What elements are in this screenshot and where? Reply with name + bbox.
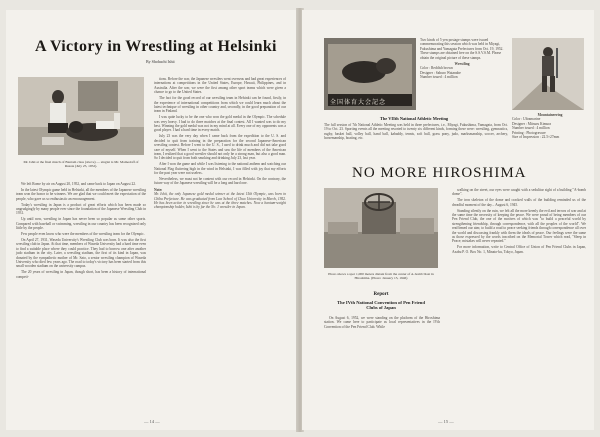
mountaineering-number: Number issued : 4 million bbox=[512, 126, 550, 131]
article-paragraph: In the latest Olympic game held in Helsinki, all the members of the Japanese wrestling team won the honor to be winners. We are glad that we could meet the expectation of the people, who gave us so enthusiastic an encouragement. bbox=[16, 187, 146, 201]
left-page bbox=[6, 10, 296, 430]
article-column-1 bbox=[16, 182, 146, 281]
article-paragraph: On April 27, 1931, Waseda University's Wrestling Club was born. It was also the first wrestling club in Japan. At that time, members of Waseda University had a hard time even to find a suitable place where they could practice. They had to borrow one after another judo stadium in the city. Later, a wrestling stadium, the first of its kind in Japan, was donated by the sympathetic mother of Mr. Sato, a senior wrestling champion of Waseda University who died few years ago. The road to today's victory has been started from this small wooden stadium on the university campus. bbox=[16, 237, 146, 269]
stamps-photo bbox=[324, 38, 416, 110]
page-number-right: — 15 — bbox=[438, 419, 454, 424]
article-paragraph: We left Rome by air on August 20, 1952, and came back to Japan on August 22. bbox=[21, 182, 136, 186]
note-label: Note: bbox=[154, 187, 163, 192]
mountaineer-photo bbox=[512, 38, 584, 110]
article-paragraph: The 20 years of wrestling in Japan, though short, has been a history of international competi- bbox=[16, 270, 146, 279]
right-page bbox=[302, 10, 594, 430]
article-paragraph: I was quite lucky to be the one who won the gold medal in the Olympic. The schedule was very heavy. I had to do three matches at the final contest. All I wanted was to do my best. Winning the gold medal was not in my mind at all. Every one of my opponents was a good player. I had a hard time in every match. bbox=[154, 115, 286, 133]
wrestling-photo bbox=[18, 77, 144, 155]
report-paragraph: Standing silently on the ruin, we felt all the more keenly the evil and terrors of war and at the same time the necessity of keeping the peace. We were proud of being members of our Pen Friend Club, the one of the motives of which was "to build a peaceful world by strengthening friendship, through correspondence, with all the peoples of the world". We reaffirmed our aim; to build a road to peace seeking friends through correspondence all over the world and discussing frankly with them the ideals of peace. Our feelings were the same as those expressed by the words inscribed on the Memorial Tower which read, "Sleep in Peace; mistakes will never repeated." bbox=[452, 208, 586, 244]
report-paragraph: The iron skeleton of the dome and cracked walls of the building reminded us of the dreadful moment of the day... August 6, 1945. bbox=[452, 198, 586, 207]
article-paragraph: Up until now, wrestling in Japan has never been so popular as some other sports. Compared with baseball or swimming, wrestling in our country has been recognized only little by the people. bbox=[16, 217, 146, 231]
mountaineering-info bbox=[512, 113, 588, 139]
mountaineering-label: Mountaineering bbox=[537, 113, 563, 117]
report-paragraph: On August 6, 1952, we were standing on the platform of the Hiroshima station. We came here to participate as local representatives in the IVth Convention of the Pen Friend Club. While bbox=[324, 316, 440, 329]
page-number-left: — 14 — bbox=[144, 419, 160, 424]
wrestling-photo-image bbox=[18, 77, 144, 155]
hiroshima-photo-caption: Photo shows a spot 1,000 meters distant from the center of A-bomb blast in Hiroshima. (Photo: January 15, 1946) bbox=[328, 272, 434, 281]
wrestling-label: Wrestling bbox=[454, 62, 470, 67]
article-column-2 bbox=[154, 77, 286, 210]
article-paragraph: The fact for the good record of our wrestling team in Helsinki can be found, firstly, in the experience of international competitions from which we could learn much about the latest technique of wrestling in other country and, secondly, in the good preparation of our team in Finland. bbox=[154, 96, 286, 114]
report-column-right bbox=[452, 188, 586, 256]
mountaineering-printing: Printing : Photogravure bbox=[512, 130, 546, 135]
wrestling-designer: Designer : Saburo Watanabe bbox=[420, 70, 461, 75]
meeting-text: The full session of 7th National Athletic Meeting was held in three prefectures, i.e., Miyagi, Fukushima, Yamagata, from Oct. 19 to Oct. 23. Sporting events all the meeting resorted to twenty six different kinds, forming these were: wrestling, gymnastics, rugby, basket ball, volley ball, hand ball, kabaddy, tennis, soft ball, grass pony, judo, marksmanship, soccer, archery, horsemanship, boating, etc. bbox=[324, 123, 508, 141]
report-title: The IVth National Convention of Pen Friend Clubs of Japan bbox=[337, 300, 425, 311]
mountaineering-size: Size of Impression : 22.5×27mm bbox=[512, 135, 560, 140]
wrestling-photo-caption: Mr. Ishii at the final match of Bantam class (above) — singlet is Mr. Mamedoff of Russia (July 25, 1952). bbox=[23, 160, 139, 169]
hiroshima-photo bbox=[324, 188, 438, 268]
mountaineering-designer: Designer : Mitsuru Kimura bbox=[512, 121, 552, 126]
article-title: A Victory in Wrestling at Helsinki bbox=[35, 38, 277, 55]
report-paragraph: walking on the street, our eyes were caught with a sedulitar sight of a building "A-bomb dome". bbox=[452, 188, 586, 197]
article-paragraph: After I won the game and while I was listening to the national anthem and watching our National Flag fluttering high in the wind in Helsinki, I was filled with joy that my efforts for the past year were not useless. bbox=[154, 162, 286, 176]
article-paragraph: Few people even know who were the members of the wrestling team for the Olympic. bbox=[21, 232, 145, 237]
article-paragraph: July 23 was the very day when I came back from the expedition to the U. S. and decided to quit from training in the preparation for the second Japanese-American wrestling contest. Before I went to the U. S., I used to drink much and did not take good care of myself. When I went to the States and saw the life of members of the American team, I realized that a good wrestler should not only be a strong man, but also a good man. So I decided to quit from both smoking and drinking July 23, last year. bbox=[154, 134, 286, 161]
wrestling-number: Number issued : 4 million bbox=[420, 75, 458, 80]
article-paragraph: Nevertheless, we must not be content with our record in Helsinki. On the contrary, the future way of the Japanese wrestling will be a long and hard one. bbox=[154, 177, 286, 186]
wrestling-color: Color : Reddish brown bbox=[420, 66, 453, 71]
stamp-info-text: Two kinds of 5 yen postage stamps were issued commemorating this session which was held in Miyagi, Fukushima and Yamagata Prefectures from Oct. 19, 1952. These stamps are obtained free on the S.S.V.S.M. Please obtain the original picture of these stamps. bbox=[420, 38, 504, 60]
stamp-info bbox=[420, 38, 504, 80]
article-paragraph: tions. Before the war, the Japanese wrestlers went overseas and had great experiences of internations at competitions in the United States, Europe, Hawaii, Philippines, and in Australia. After the war, we were the first among other sport teams which were given a chance to go to the United States. bbox=[154, 77, 286, 95]
report-paragraph: For more information, write to Central Office of Union of Pen Friend Clubs in Japan, Azabu P. O. Box No. 1, Minato-ku, Tokyo, Japan. bbox=[452, 245, 586, 254]
meeting-title: The VIIth National Athletic Meeting bbox=[379, 116, 449, 121]
report-text bbox=[324, 316, 440, 331]
article-byline: By Shohachi Ishii bbox=[146, 59, 175, 64]
stamp-label: 全国体育大会記念 bbox=[330, 100, 387, 106]
mountaineering-color: Color : Ultramarine bbox=[512, 117, 541, 122]
report-label: Report bbox=[373, 292, 389, 297]
section-title: NO MORE HIROSHIMA bbox=[352, 165, 527, 181]
mountaineer-image bbox=[512, 38, 584, 110]
article-paragraph: Today's wrestling in Japan is a product of great efforts which has been made so ungrudgingly by many people ever since the foundation of the Japanese Wrestling Club in 1931. bbox=[16, 202, 146, 216]
hiroshima-image bbox=[324, 188, 438, 268]
note-text: Mr. Ishii, the only Japanese gold medal winner at the latest 15th Olympic, was born in Chiba Prefecture. He was graduated from Law School of Chuo University in March, 1952. He has been active in wrestling since he was at the three matches. Now a bantam-weight championship holder, Ishii is by far the No. 1 wrestler in Japan. bbox=[154, 192, 286, 210]
